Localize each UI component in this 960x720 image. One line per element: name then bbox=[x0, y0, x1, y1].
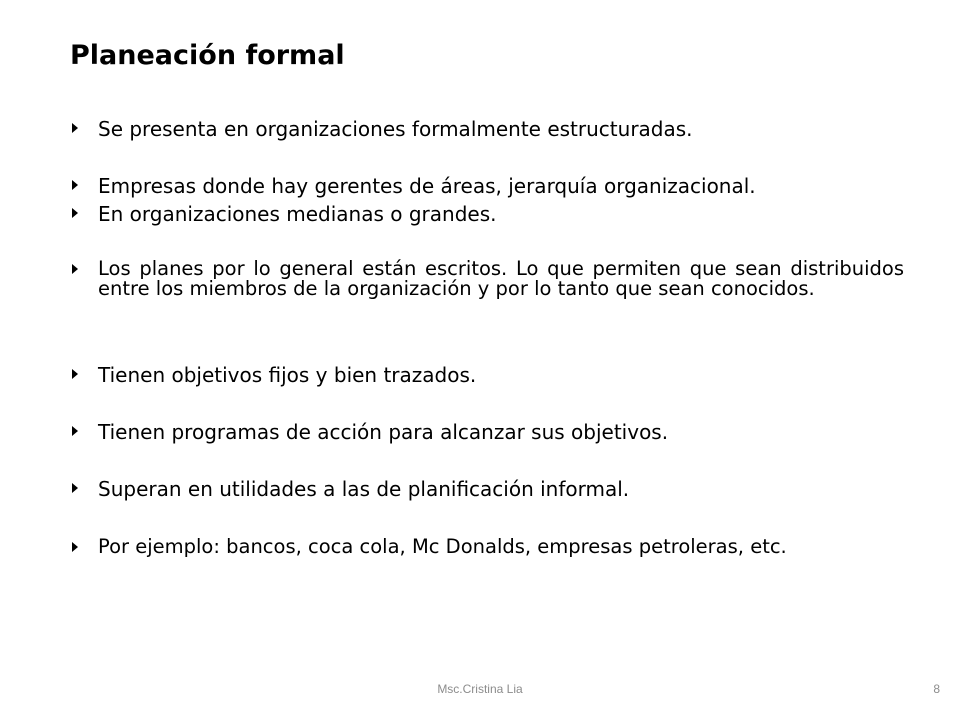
bullet-text: Tienen programas de acción para alcanzar sus objetivos. bbox=[98, 420, 669, 444]
triangle-right-icon bbox=[72, 542, 78, 552]
triangle-right-icon bbox=[72, 483, 78, 493]
bullet-text: Tienen objetivos fijos y bien trazados. bbox=[98, 363, 477, 387]
triangle-right-icon bbox=[72, 426, 78, 436]
triangle-right-icon bbox=[72, 208, 78, 218]
triangle-right-icon bbox=[72, 123, 78, 133]
bullet-item bbox=[72, 364, 904, 386]
slide-title: Planeación formal bbox=[70, 40, 345, 71]
footer-author: Msc.Cristina Lia bbox=[437, 682, 523, 696]
triangle-right-icon bbox=[72, 180, 78, 190]
bullet-text: Se presenta en organizaciones formalmente estructuradas. bbox=[98, 117, 693, 141]
bullet-item bbox=[72, 478, 904, 500]
bullet-text: Superan en utilidades a las de planificación informal. bbox=[98, 477, 630, 501]
bullet-item bbox=[72, 175, 904, 197]
triangle-right-icon bbox=[72, 264, 78, 274]
bullet-item bbox=[72, 421, 904, 443]
bullet-text: Empresas donde hay gerentes de áreas, jerarquía organizacional. bbox=[98, 174, 756, 198]
page-number: 8 bbox=[933, 682, 940, 696]
triangle-right-icon bbox=[72, 369, 78, 379]
bullet-item bbox=[72, 118, 904, 140]
bullet-text: Por ejemplo: bancos, coca cola, Mc Donalds, empresas petroleras, etc. bbox=[98, 535, 787, 558]
bullet-text: Los planes por lo general están escritos. Lo que permiten que sean distribuidos entre los miembros de la organización y por lo tanto que sean conocidos. bbox=[98, 257, 904, 300]
bullet-item bbox=[72, 259, 904, 299]
bullet-text: En organizaciones medianas o grandes. bbox=[98, 202, 497, 226]
bullet-item bbox=[72, 537, 904, 557]
bullet-item bbox=[72, 203, 904, 225]
